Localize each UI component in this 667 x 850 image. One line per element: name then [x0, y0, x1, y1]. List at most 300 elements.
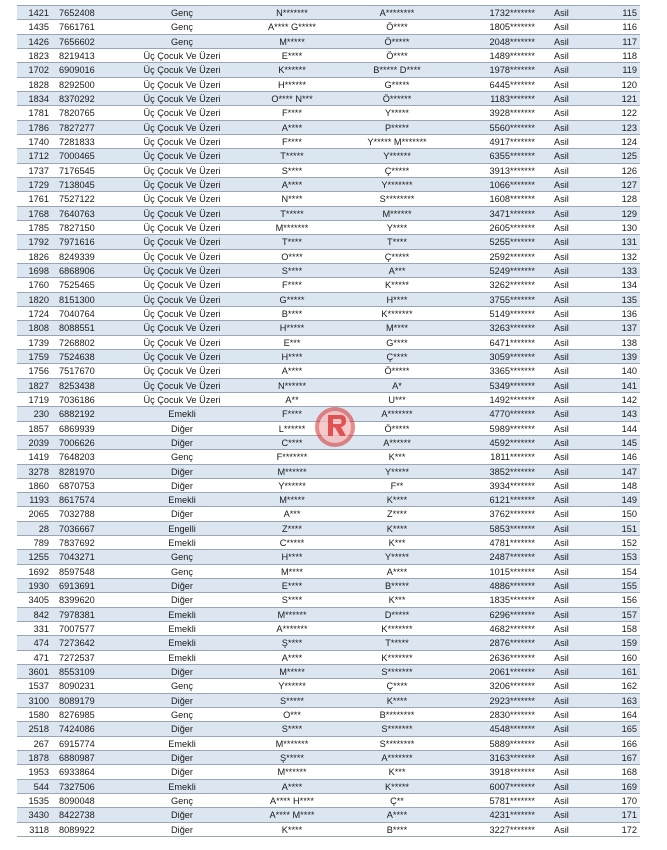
status: Asil [554, 810, 569, 821]
order-number: 127 [621, 179, 637, 190]
order-number: 139 [621, 351, 637, 362]
application-no: 6913691 [59, 581, 95, 592]
category: Diğer [171, 581, 193, 592]
table-row [17, 694, 640, 708]
category: Genç [171, 566, 193, 577]
row-id: 1702 [28, 65, 49, 76]
application-no: 8090048 [59, 796, 95, 807]
order-number: 124 [621, 136, 637, 147]
category: Üç Çocuk Ve Üzeri [143, 280, 221, 291]
first-name-masked: H**** [281, 351, 303, 362]
application-no: 8422738 [59, 810, 95, 821]
id-number-masked: 2605******* [489, 222, 535, 233]
first-name-masked: N**** [281, 194, 303, 205]
order-number: 166 [621, 738, 637, 749]
last-name-masked: G***** [384, 79, 410, 90]
application-no: 6870753 [59, 480, 95, 491]
row-id: 1823 [28, 50, 49, 61]
row-id: 1724 [28, 308, 49, 319]
status: Asil [554, 366, 569, 377]
status: Asil [554, 796, 569, 807]
id-number-masked: 1805******* [489, 22, 535, 33]
table-row [17, 49, 640, 63]
application-no: 8090231 [59, 681, 95, 692]
id-number-masked: 1608******* [489, 194, 535, 205]
table-row [17, 565, 640, 579]
application-no: 7036667 [59, 523, 95, 534]
order-number: 125 [621, 151, 637, 162]
id-number-masked: 3163******* [489, 753, 535, 764]
last-name-masked: Y**** [386, 222, 408, 233]
first-name-masked: O**** [281, 251, 303, 262]
application-no: 8089179 [59, 695, 95, 706]
first-name-masked: H**** [281, 552, 303, 563]
table-row [17, 608, 640, 622]
category: Genç [171, 796, 193, 807]
order-number: 142 [621, 394, 637, 405]
order-number: 143 [621, 409, 637, 420]
row-id: 1737 [28, 165, 49, 176]
last-name-masked: S******* [381, 724, 413, 735]
category: Diğer [171, 437, 193, 448]
last-name-masked: Ç**** [386, 351, 408, 362]
first-name-masked: A**** M**** [269, 810, 315, 821]
category: Genç [171, 552, 193, 563]
order-number: 145 [621, 437, 637, 448]
application-no: 6915774 [59, 738, 95, 749]
application-no: 7043271 [59, 552, 95, 563]
row-id: 1739 [28, 337, 49, 348]
category: Diğer [171, 753, 193, 764]
table-row [17, 78, 640, 92]
application-no: 7138045 [59, 179, 95, 190]
row-id: 1740 [28, 136, 49, 147]
table-row [17, 106, 640, 120]
table-row [17, 780, 640, 794]
row-id: 544 [33, 781, 49, 792]
order-number: 163 [621, 695, 637, 706]
application-no: 6880987 [59, 753, 95, 764]
first-name-masked: L****** [278, 423, 306, 434]
row-id: 1255 [28, 552, 49, 563]
order-number: 122 [621, 108, 637, 119]
table-row [17, 321, 640, 335]
row-id: 1930 [28, 581, 49, 592]
first-name-masked: Z**** [282, 523, 302, 534]
first-name-masked: M****** [277, 767, 307, 778]
application-no: 7268802 [59, 337, 95, 348]
id-number-masked: 6296******* [489, 609, 535, 620]
status: Asil [554, 222, 569, 233]
status: Asil [554, 380, 569, 391]
application-no: 8597548 [59, 566, 95, 577]
category: Üç Çocuk Ve Üzeri [143, 65, 221, 76]
application-no: 7837692 [59, 538, 95, 549]
status: Asil [554, 337, 569, 348]
first-name-masked: C***** [279, 538, 305, 549]
row-id: 1785 [28, 222, 49, 233]
table-row [17, 364, 640, 378]
table-row [17, 550, 640, 564]
application-no: 8292500 [59, 79, 95, 90]
id-number-masked: 5853******* [489, 523, 535, 534]
status: Asil [554, 394, 569, 405]
application-no: 7648203 [59, 452, 95, 463]
id-number-masked: 5149******* [489, 308, 535, 319]
order-number: 115 [622, 8, 637, 18]
status: Asil [554, 8, 569, 18]
last-name-masked: Ö****** [382, 93, 412, 104]
order-number: 168 [621, 767, 637, 778]
table-row [17, 737, 640, 751]
category: Diğer [171, 509, 193, 520]
id-number-masked: 4682******* [489, 624, 535, 635]
category: Emekli [168, 624, 196, 635]
table-row [17, 722, 640, 736]
order-number: 149 [621, 495, 637, 506]
category: Genç [171, 681, 193, 692]
row-id: 1827 [28, 380, 49, 391]
category: Üç Çocuk Ve Üzeri [143, 208, 221, 219]
row-id: 471 [33, 652, 49, 663]
application-no: 6869939 [59, 423, 95, 434]
table-row [17, 20, 640, 34]
status: Asil [554, 151, 569, 162]
order-number: 117 [622, 36, 637, 47]
table-row [17, 622, 640, 636]
row-id: 1828 [28, 79, 49, 90]
order-number: 158 [621, 624, 637, 635]
id-number-masked: 1835******* [489, 595, 535, 606]
order-number: 141 [621, 380, 637, 391]
id-number-masked: 1489******* [489, 50, 535, 61]
order-number: 134 [621, 280, 637, 291]
first-name-masked: H****** [277, 79, 307, 90]
row-id: 1834 [28, 93, 49, 104]
table-row [17, 765, 640, 779]
last-name-masked: F** [390, 480, 404, 491]
order-number: 146 [621, 452, 637, 463]
application-no: 7827150 [59, 222, 95, 233]
table-row [17, 522, 640, 536]
last-name-masked: A****** [383, 437, 411, 448]
row-id: 28 [38, 523, 49, 534]
first-name-masked: H***** [279, 323, 305, 334]
row-id: 1435 [28, 22, 49, 33]
id-number-masked: 2636******* [489, 652, 535, 663]
last-name-masked: M**** [386, 323, 408, 334]
last-name-masked: T**** [387, 237, 407, 248]
row-id: 789 [33, 538, 49, 549]
status: Asil [554, 308, 569, 319]
last-name-masked: M****** [382, 208, 412, 219]
row-id: 842 [33, 609, 49, 620]
table-row [17, 35, 640, 49]
order-number: 170 [621, 796, 637, 807]
application-no: 7524638 [59, 351, 95, 362]
category: Emekli [168, 609, 196, 620]
application-no: 7036186 [59, 394, 95, 405]
category: Diğer [171, 724, 193, 735]
table-row [17, 507, 640, 521]
row-id: 1768 [28, 208, 49, 219]
application-no: 7525465 [59, 280, 95, 291]
application-no: 8253438 [59, 380, 95, 391]
status: Asil [554, 595, 569, 606]
status: Asil [554, 710, 569, 721]
last-name-masked: K******* [381, 308, 413, 319]
table-row [17, 207, 640, 221]
category: Diğer [171, 767, 193, 778]
order-number: 161 [621, 667, 637, 678]
table-row [17, 665, 640, 679]
id-number-masked: 5889******* [489, 738, 535, 749]
order-number: 144 [621, 423, 637, 434]
id-number-masked: 4917******* [489, 136, 535, 147]
row-id: 1193 [29, 495, 49, 506]
order-number: 133 [621, 265, 637, 276]
table-row [17, 307, 640, 321]
table-row [17, 6, 640, 20]
last-name-masked: B***** [384, 581, 409, 592]
order-number: 121 [621, 93, 637, 104]
first-name-masked: A**** [281, 781, 303, 792]
category: Üç Çocuk Ve Üzeri [143, 50, 221, 61]
last-name-masked: S******* [381, 667, 413, 678]
id-number-masked: 2876******* [489, 638, 535, 649]
first-name-masked: A**** G***** [267, 22, 316, 33]
id-number-masked: 4781******* [489, 538, 535, 549]
status: Asil [554, 781, 569, 792]
order-number: 148 [621, 480, 637, 491]
category: Diğer [171, 695, 193, 706]
id-number-masked: 5249******* [489, 265, 535, 276]
first-name-masked: F**** [282, 280, 302, 291]
row-id: 1792 [28, 237, 49, 248]
application-no: 7517670 [59, 366, 95, 377]
table-row [17, 264, 640, 278]
category: Emekli [168, 652, 196, 663]
category: Üç Çocuk Ve Üzeri [143, 151, 221, 162]
first-name-masked: O**** N*** [271, 93, 313, 104]
application-no: 7327506 [59, 781, 95, 792]
id-number-masked: 4592******* [489, 437, 535, 448]
order-number: 165 [621, 724, 637, 735]
application-no: 7040764 [59, 308, 95, 319]
category: Diğer [171, 667, 193, 678]
category: Üç Çocuk Ve Üzeri [143, 222, 221, 233]
table-row [17, 178, 640, 192]
application-no: 7006626 [59, 437, 95, 448]
status: Asil [554, 36, 569, 47]
first-name-masked: N******* [276, 8, 308, 18]
order-number: 138 [621, 337, 637, 348]
order-number: 162 [621, 681, 637, 692]
status: Asil [554, 323, 569, 334]
row-id: 2039 [28, 437, 49, 448]
id-number-masked: 1492******* [489, 394, 535, 405]
last-name-masked: D***** [384, 609, 410, 620]
first-name-masked: M******* [275, 738, 309, 749]
id-number-masked: 3263******* [489, 323, 535, 334]
status: Asil [554, 351, 569, 362]
application-no: 7281833 [59, 136, 95, 147]
status: Asil [554, 79, 569, 90]
row-id: 3118 [29, 824, 49, 835]
table-row [17, 579, 640, 593]
category: Genç [171, 452, 193, 463]
application-no: 7527122 [59, 194, 95, 205]
first-name-masked: K**** [281, 824, 303, 835]
row-id: 1692 [28, 566, 49, 577]
last-name-masked: T***** [385, 638, 409, 649]
last-name-masked: K*** [388, 452, 406, 463]
first-name-masked: S***** [279, 695, 304, 706]
application-no: 8276985 [59, 710, 95, 721]
order-number: 118 [622, 50, 637, 61]
row-id: 1719 [28, 394, 49, 405]
order-number: 136 [621, 308, 637, 319]
table-row [17, 135, 640, 149]
status: Asil [554, 480, 569, 491]
first-name-masked: T**** [282, 237, 302, 248]
table-row [17, 350, 640, 364]
status: Asil [554, 724, 569, 735]
last-name-masked: A* [392, 380, 402, 391]
application-no: 8553109 [59, 667, 95, 678]
status: Asil [554, 753, 569, 764]
application-no: 7272537 [59, 652, 95, 663]
category: Üç Çocuk Ve Üzeri [143, 323, 221, 334]
id-number-masked: 1732******* [489, 8, 535, 18]
first-name-masked: M******* [275, 222, 309, 233]
last-name-masked: K**** [386, 495, 408, 506]
order-number: 167 [621, 753, 637, 764]
status: Asil [554, 122, 569, 133]
id-number-masked: 3928******* [489, 108, 535, 119]
order-number: 140 [621, 366, 637, 377]
application-no: 7032788 [59, 509, 95, 520]
category: Emekli [168, 638, 196, 649]
last-name-masked: A**** [386, 810, 408, 821]
first-name-masked: S**** [281, 265, 303, 276]
status: Asil [554, 208, 569, 219]
id-number-masked: 4548******* [489, 724, 535, 735]
application-no: 6909016 [59, 65, 95, 76]
id-number-masked: 6121******* [489, 495, 535, 506]
status: Asil [554, 423, 569, 434]
first-name-masked: C**** [281, 437, 303, 448]
category: Diğer [171, 480, 193, 491]
status: Asil [554, 65, 569, 76]
first-name-masked: O*** [283, 710, 301, 721]
table-row [17, 250, 640, 264]
id-number-masked: 5255******* [489, 237, 535, 248]
id-number-masked: 3365******* [489, 366, 535, 377]
id-number-masked: 6471******* [489, 337, 535, 348]
application-no: 7661761 [59, 22, 95, 33]
last-name-masked: H**** [386, 294, 408, 305]
status: Asil [554, 179, 569, 190]
order-number: 131 [621, 237, 637, 248]
last-name-masked: B******** [379, 710, 415, 721]
first-name-masked: M***** [279, 495, 305, 506]
row-id: 331 [33, 624, 49, 635]
first-name-masked: K****** [278, 65, 306, 76]
last-name-masked: K***** [384, 781, 409, 792]
row-id: 1712 [28, 151, 49, 162]
table-row [17, 651, 640, 665]
last-name-masked: A*** [388, 265, 406, 276]
order-number: 160 [621, 652, 637, 663]
table-row [17, 708, 640, 722]
first-name-masked: F******* [276, 452, 308, 463]
status: Asil [554, 638, 569, 649]
last-name-masked: S******** [379, 194, 415, 205]
watermark-logo [313, 405, 357, 449]
last-name-masked: Z**** [387, 509, 407, 520]
first-name-masked: M****** [277, 466, 307, 477]
last-name-masked: K******* [381, 624, 413, 635]
table-row [17, 536, 640, 550]
first-name-masked: A**** [281, 366, 303, 377]
row-id: 3430 [28, 810, 49, 821]
category: Üç Çocuk Ve Üzeri [143, 237, 221, 248]
first-name-masked: M****** [277, 609, 307, 620]
category: Üç Çocuk Ve Üzeri [143, 108, 221, 119]
first-name-masked: N****** [277, 380, 307, 391]
first-name-masked: S**** [281, 165, 303, 176]
row-id: 1781 [28, 108, 49, 119]
first-name-masked: M**** [281, 566, 303, 577]
id-number-masked: 3762******* [489, 509, 535, 520]
row-id: 1759 [28, 351, 49, 362]
application-no: 7656602 [59, 36, 95, 47]
last-name-masked: A**** [386, 566, 408, 577]
id-number-masked: 2048******* [489, 36, 535, 47]
order-number: 152 [621, 538, 637, 549]
row-id: 1786 [28, 122, 49, 133]
id-number-masked: 1183******* [490, 93, 535, 104]
row-id: 3405 [28, 595, 49, 606]
table-row [17, 164, 640, 178]
application-no: 8617574 [59, 495, 95, 506]
id-number-masked: 5560******* [489, 122, 535, 133]
last-name-masked: U*** [388, 394, 406, 405]
first-name-masked: F**** [282, 108, 302, 119]
row-id: 1826 [28, 251, 49, 262]
first-name-masked: A*** [283, 509, 301, 520]
table-row [17, 465, 640, 479]
id-number-masked: 4886******* [489, 581, 535, 592]
category: Genç [171, 710, 193, 721]
row-id: 2065 [28, 509, 49, 520]
order-number: 130 [621, 222, 637, 233]
last-name-masked: Ö***** [384, 36, 410, 47]
last-name-masked: A******** [379, 8, 415, 18]
row-id: 1760 [28, 280, 49, 291]
first-name-masked: A**** [281, 122, 303, 133]
first-name-masked: T***** [280, 208, 304, 219]
id-number-masked: 2061******* [489, 667, 535, 678]
id-number-masked: 3206******* [489, 681, 535, 692]
order-number: 126 [621, 165, 637, 176]
table-row [17, 278, 640, 292]
application-no: 7424086 [59, 724, 95, 735]
order-number: 154 [621, 566, 637, 577]
first-name-masked: T***** [280, 151, 304, 162]
status: Asil [554, 538, 569, 549]
